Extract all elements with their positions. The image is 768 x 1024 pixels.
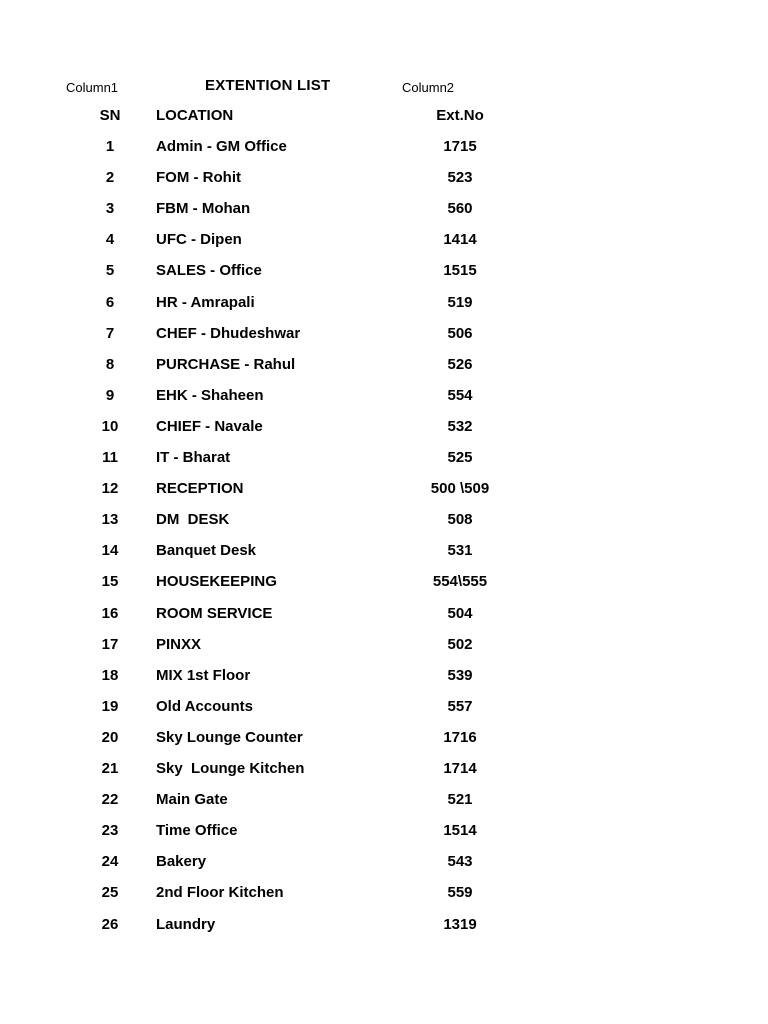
row-ext: 1515	[443, 262, 477, 280]
row-sn: 19	[101, 697, 119, 715]
table-row	[0, 292, 768, 314]
table-row	[0, 851, 768, 873]
row-ext: 543	[447, 853, 473, 871]
row-location: Sky Lounge Kitchen	[156, 760, 305, 777]
row-ext: 531	[447, 542, 473, 560]
row-ext: 532	[447, 417, 473, 435]
row-ext: 1514	[443, 822, 477, 840]
document-title: EXTENTION LIST	[205, 77, 331, 94]
row-ext: 521	[447, 791, 473, 809]
row-sn: 5	[105, 262, 115, 280]
row-ext: 523	[447, 169, 473, 187]
column1-label: Column1	[66, 80, 119, 95]
header-sn: SN	[99, 107, 121, 124]
row-ext: 525	[447, 449, 473, 466]
row-sn: 9	[105, 386, 115, 404]
row-sn: 18	[101, 666, 119, 684]
header-ext: Ext.No	[436, 107, 484, 124]
row-ext: 500 \509	[430, 480, 490, 498]
row-sn: 7	[105, 324, 115, 342]
row-ext: 1714	[443, 760, 477, 777]
table-row	[0, 758, 768, 780]
row-ext: 504	[447, 604, 473, 622]
table-header	[0, 105, 768, 127]
table-row	[0, 260, 768, 282]
row-ext: 1716	[443, 728, 477, 746]
row-location: DM DESK	[156, 511, 230, 529]
table-row	[0, 634, 768, 656]
row-sn: 20	[101, 728, 119, 746]
row-ext: 560	[447, 200, 473, 218]
row-sn: 6	[105, 293, 115, 311]
table-row	[0, 509, 768, 531]
row-ext: 526	[447, 355, 473, 373]
row-location: Sky Lounge Counter	[156, 728, 303, 746]
row-location: EHK - Shaheen	[156, 386, 264, 404]
row-ext: 1414	[443, 231, 477, 249]
row-sn: 3	[105, 200, 115, 218]
table-row	[0, 665, 768, 687]
row-ext: 502	[447, 635, 473, 653]
table-row	[0, 447, 768, 469]
row-location: PURCHASE - Rahul	[156, 355, 296, 373]
table-row	[0, 727, 768, 749]
row-sn: 24	[101, 853, 119, 871]
row-ext: 557	[447, 697, 473, 715]
table-row	[0, 198, 768, 220]
row-location: SALES - Office	[156, 262, 262, 280]
row-location: Time Office	[156, 822, 238, 840]
table-row	[0, 571, 768, 593]
table-row	[0, 820, 768, 842]
row-sn: 21	[101, 760, 119, 777]
row-ext: 1319	[443, 915, 477, 933]
row-sn: 12	[101, 480, 119, 498]
row-ext: 506	[447, 324, 473, 342]
table-row	[0, 603, 768, 625]
table-row	[0, 354, 768, 376]
row-ext: 519	[447, 293, 473, 311]
row-sn: 13	[101, 511, 119, 529]
table-row	[0, 914, 768, 936]
table-row	[0, 882, 768, 904]
row-location: FBM - Mohan	[156, 200, 251, 218]
row-ext: 508	[447, 511, 473, 529]
row-location: 2nd Floor Kitchen	[156, 884, 284, 902]
table-row	[0, 540, 768, 562]
table-row	[0, 136, 768, 158]
row-sn: 26	[101, 915, 119, 933]
row-sn: 16	[101, 604, 119, 622]
row-location: Laundry	[156, 915, 216, 933]
row-location: HOUSEKEEPING	[156, 573, 277, 591]
row-location: CHIEF - Navale	[156, 417, 263, 435]
row-sn: 2	[105, 169, 115, 187]
table-row	[0, 385, 768, 407]
row-location: HR - Amrapali	[156, 293, 255, 311]
table-row	[0, 323, 768, 345]
row-sn: 1	[105, 138, 115, 155]
row-sn: 15	[101, 573, 119, 591]
table-row	[0, 229, 768, 251]
row-location: Banquet Desk	[156, 542, 257, 560]
row-ext: 1715	[443, 138, 477, 155]
row-sn: 4	[105, 231, 115, 249]
row-sn: 10	[101, 417, 119, 435]
row-ext: 539	[447, 666, 473, 684]
row-sn: 17	[101, 635, 119, 653]
row-location: FOM - Rohit	[156, 169, 241, 187]
row-sn: 11	[102, 449, 118, 466]
row-location: IT - Bharat	[156, 449, 231, 466]
row-location: Main Gate	[156, 791, 228, 809]
header-location: LOCATION	[156, 107, 234, 124]
row-location: UFC - Dipen	[156, 231, 242, 249]
row-location: MIX 1st Floor	[156, 666, 251, 684]
row-location: RECEPTION	[156, 480, 244, 498]
table-row	[0, 696, 768, 718]
row-location: Old Accounts	[156, 697, 253, 715]
row-ext: 559	[447, 884, 473, 902]
row-sn: 8	[105, 355, 115, 373]
row-sn: 22	[101, 791, 119, 809]
row-sn: 14	[101, 542, 119, 560]
row-location: PINXX	[156, 635, 202, 653]
table-row	[0, 478, 768, 500]
row-ext: 554\555	[432, 573, 488, 591]
table-row	[0, 789, 768, 811]
row-location: Bakery	[156, 853, 207, 871]
row-location: CHEF - Dhudeshwar	[156, 324, 301, 342]
row-ext: 554	[447, 386, 473, 404]
table-row	[0, 167, 768, 189]
table-row	[0, 416, 768, 438]
column2-label: Column2	[402, 80, 455, 95]
row-sn: 25	[101, 884, 119, 902]
row-sn: 23	[101, 822, 119, 840]
row-location: ROOM SERVICE	[156, 604, 273, 622]
row-location: Admin - GM Office	[156, 138, 287, 155]
